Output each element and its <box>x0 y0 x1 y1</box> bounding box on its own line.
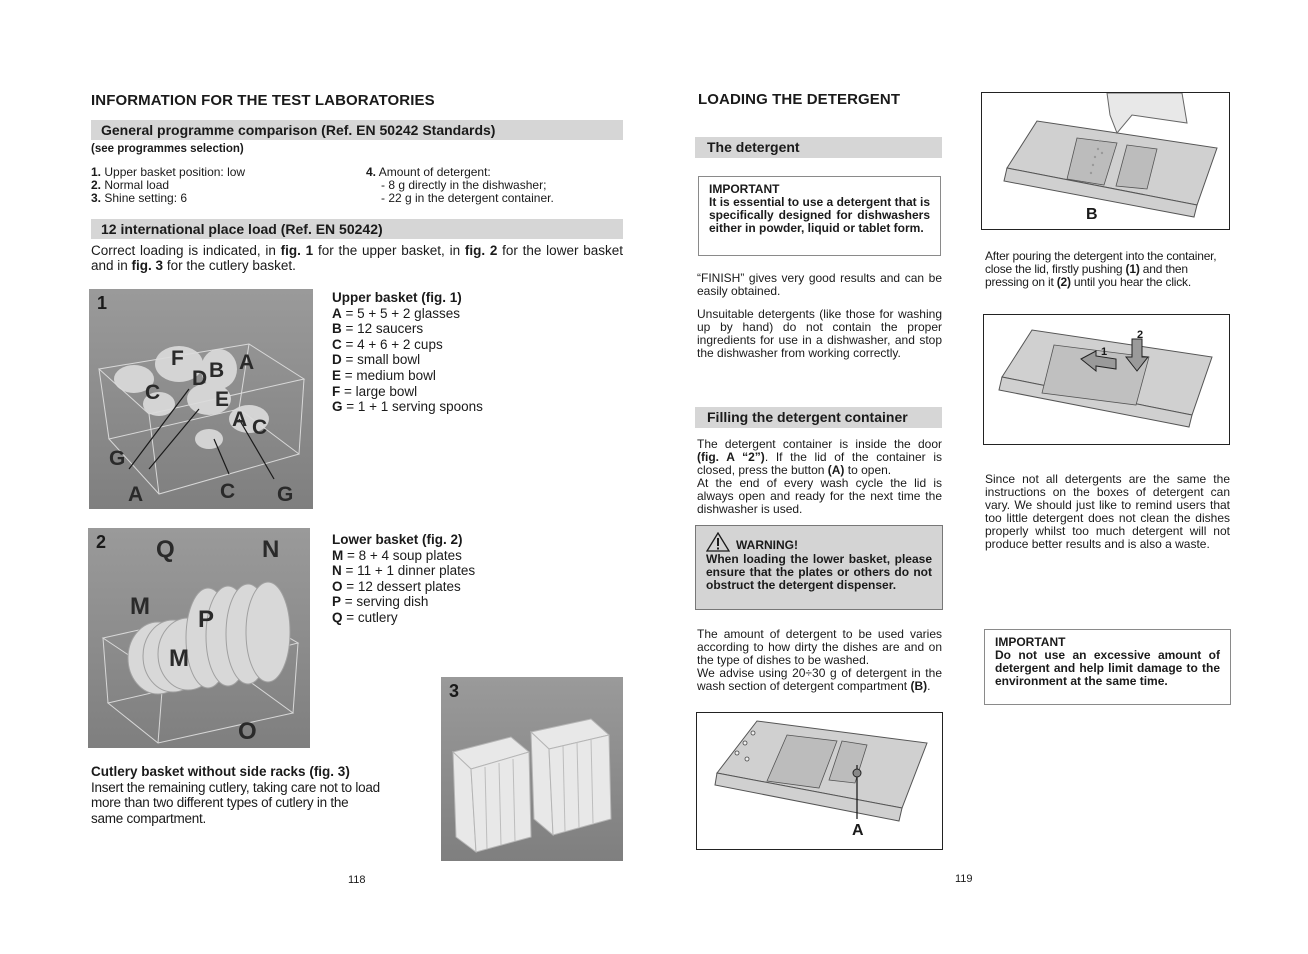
setting-item: 1. Upper basket position: low <box>91 165 246 179</box>
since-paragraph: Since not all detergents are the same the instructions on the boxes of detergent can vary. We should just like to remind users that too little detergent does not clean the dishes properly whilst too much detergent will not produce better results and is also a waste. <box>985 472 1230 551</box>
amount-paragraph: The amount of detergent to be used varies according to how dirty the dishes are and on the type of dishes to be washed. We advise using 20÷30 g of detergent in the wash section of detergent compartment (B). <box>697 627 942 693</box>
warning-triangle-icon <box>706 532 730 552</box>
cutlery-basket-illustration <box>441 677 623 861</box>
legend-heading: Upper basket (fig. 1) <box>332 290 462 305</box>
figure-label: N <box>262 536 280 563</box>
important-box-environment <box>984 629 1231 705</box>
figure-label: M <box>130 593 150 620</box>
page-number-right: 119 <box>955 873 973 885</box>
figure-label: G <box>109 447 126 470</box>
setting-item: 4. Amount of detergent: <box>366 165 491 179</box>
setting-item: 3. Shine setting: 6 <box>91 191 188 205</box>
cutlery-text: Insert the remaining cutlery, taking care not to load more than two different types of cutlery in the same compartment. <box>91 779 380 826</box>
figure-a-label: A <box>852 822 864 839</box>
detergent-amount-line: - 8 g directly in the dishwasher; <box>381 178 547 192</box>
figure-label: A <box>232 408 248 431</box>
legend-item: A = 5 + 5 + 2 glasses <box>332 305 460 321</box>
left-page-title: INFORMATION FOR THE TEST LABORATORIES <box>91 92 435 109</box>
upper-basket-legend <box>332 290 612 415</box>
legend-item: G = 1 + 1 serving spoons <box>332 399 483 415</box>
figure-cutlery-basket <box>441 677 623 861</box>
after-pouring-paragraph: After pouring the detergent into the container, close the lid, firstly pushing (1) and then pressing on it (2) until you hear the click. <box>985 249 1217 289</box>
figure-label: F <box>171 347 184 370</box>
figure-label: C <box>252 416 268 439</box>
dispenser-illustration <box>697 713 943 850</box>
figure-label: M <box>169 645 189 672</box>
warning-text: When loading the lower basket, please ensure that the plates or others do not obstruct the detergent dispenser. <box>706 552 932 592</box>
figure-a-dispenser <box>696 712 943 850</box>
figure-label: G <box>277 483 294 506</box>
figure-closing-lid <box>983 314 1230 445</box>
important-box-detergent <box>698 176 941 256</box>
see-programmes-note: (see programmes selection) <box>91 143 244 155</box>
figure-label: A <box>128 483 144 506</box>
unsuitable-paragraph: Unsuitable detergents (like those for washing up by hand) do not contain the proper ingredients for use in a dishwasher, and stop the dishwasher from working correctly. <box>697 307 942 360</box>
section-band-detergent: The detergent <box>695 137 942 158</box>
figure-lower-basket <box>88 528 310 748</box>
figure-label: B <box>209 359 225 382</box>
important-title: IMPORTANT <box>709 182 780 196</box>
section-band-filling: Filling the detergent container <box>695 407 942 428</box>
figure-label: C <box>145 381 161 404</box>
figure-label: D <box>192 367 208 390</box>
figure-label: A <box>239 351 255 374</box>
push-label: 1 <box>1101 346 1108 358</box>
cutlery-heading: Cutlery basket without side racks (fig. 3) <box>91 764 350 779</box>
legend-item: F = large bowl <box>332 383 418 399</box>
closing-lid-illustration <box>984 315 1230 445</box>
figure-b-label: B <box>1086 206 1098 223</box>
cutlery-basket-section <box>91 764 381 826</box>
figure-number: 1 <box>97 293 108 313</box>
important-text: Do not use an excessive amount of detergent and help limit damage to the environment at the same time. <box>995 648 1220 688</box>
loading-intro-paragraph: Correct loading is indicated, in fig. 1 for the upper basket, in fig. 2 for the lower basket and in fig. 3 for the cutlery basket. <box>91 243 623 273</box>
figure-label: E <box>215 388 230 411</box>
figure-label: C <box>220 480 236 503</box>
legend-item: M = 8 + 4 soup plates <box>332 547 462 563</box>
figure-number: 2 <box>96 532 107 552</box>
press-label: 2 <box>1137 329 1144 341</box>
figure-number: 3 <box>449 681 460 701</box>
legend-heading: Lower basket (fig. 2) <box>332 532 463 547</box>
right-page-title: LOADING THE DETERGENT <box>698 91 901 108</box>
filling-paragraph: The detergent container is inside the door (fig. A “2”). If the lid of the container is closed, press the button (A) to open. At the end of every wash cycle the lid is always open and ready for the next time the dishwasher is used. <box>697 437 943 516</box>
legend-item: D = small bowl <box>332 352 421 368</box>
settings-list-left <box>91 166 351 205</box>
detergent-amount-line: - 22 g in the detergent container. <box>381 191 554 205</box>
setting-item: 2. Normal load <box>91 178 170 192</box>
legend-item: B = 12 saucers <box>332 321 424 337</box>
figure-b-pouring <box>981 92 1230 230</box>
legend-item: N = 11 + 1 dinner plates <box>332 563 476 579</box>
figure-label: P <box>198 606 215 633</box>
warning-title: WARNING! <box>736 538 798 552</box>
figure-upper-basket <box>89 289 313 509</box>
finish-paragraph: “FINISH” gives very good results and can be easily obtained. <box>697 271 942 298</box>
legend-item: Q = cutlery <box>332 609 398 625</box>
pouring-illustration <box>982 93 1230 230</box>
figure-label: O <box>238 718 257 745</box>
settings-list-right <box>366 166 626 205</box>
important-text: It is essential to use a detergent that is specifically designed for dishwashers either in powder, liquid or tablet form. <box>709 195 930 235</box>
basket-illustration <box>89 289 313 509</box>
legend-item: P = serving dish <box>332 594 429 610</box>
legend-item: E = medium bowl <box>332 367 436 383</box>
lower-basket-legend <box>332 532 612 626</box>
legend-item: O = 12 dessert plates <box>332 578 461 594</box>
legend-item: C = 4 + 6 + 2 cups <box>332 336 443 352</box>
section-band-programme-comparison: General programme comparison (Ref. EN 50242 Standards) <box>91 120 623 140</box>
page-number-left: 118 <box>348 874 366 886</box>
important-title: IMPORTANT <box>995 635 1066 649</box>
figure-label: Q <box>156 536 175 563</box>
warning-box <box>695 525 943 610</box>
section-band-place-load: 12 international place load (Ref. EN 50242) <box>91 219 623 239</box>
